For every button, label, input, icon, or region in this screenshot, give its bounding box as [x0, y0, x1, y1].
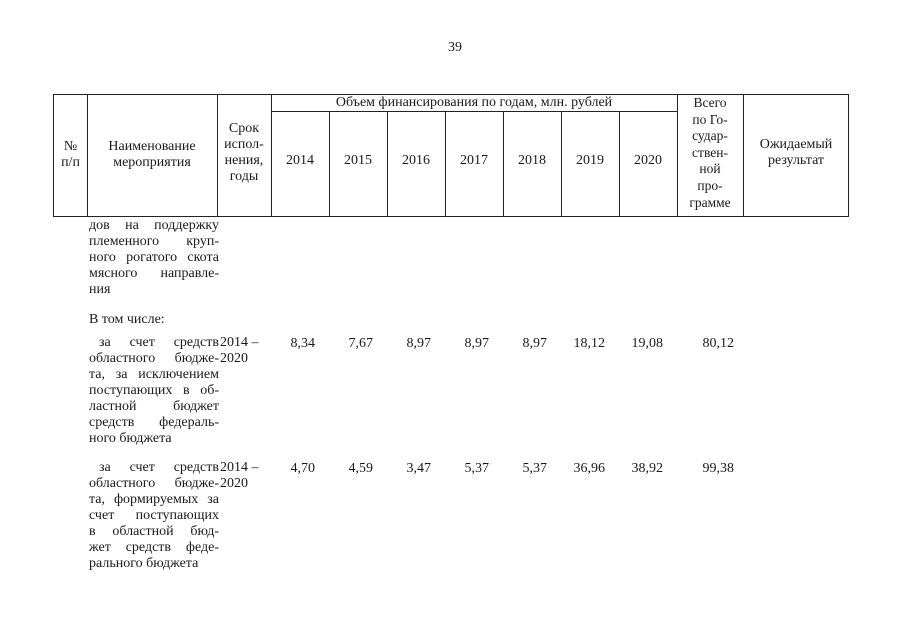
- page-number: 39: [448, 40, 462, 55]
- header-year: 2020: [634, 153, 662, 168]
- row-value: 5,37: [464, 461, 489, 476]
- row-value: 8,97: [522, 336, 547, 351]
- header-year: 2018: [518, 153, 546, 168]
- in-total-label: В том числе:: [89, 312, 165, 327]
- row-value: 38,92: [631, 461, 663, 476]
- header-year: 2019: [576, 153, 604, 168]
- header-result: Ожидаемый результат: [759, 137, 833, 168]
- row-value: 19,08: [631, 336, 663, 351]
- row-value: 3,47: [406, 461, 431, 476]
- header-year: 2014: [286, 153, 314, 168]
- header-total: Всего по Го- судар- ствен- ной про- грамме: [689, 95, 731, 210]
- header-financing: Объем финансирования по годам, млн. рублей: [335, 95, 613, 110]
- header-number: № п/п: [61, 139, 80, 170]
- header-name: Наименование мероприятия: [108, 139, 196, 170]
- header-year: 2017: [460, 153, 488, 168]
- row-value: 8,97: [406, 336, 431, 351]
- header-term: Срок испол- нения, годы: [224, 121, 264, 184]
- row-value: 4,59: [348, 461, 373, 476]
- row-value: 8,97: [464, 336, 489, 351]
- row-description: за счет средств областного бюдже- та, формируемых за счет поступающих в областной бюд- жет средств феде- рального бюджета: [89, 460, 219, 571]
- row-value: 36,96: [573, 461, 605, 476]
- row-value: 7,67: [348, 336, 373, 351]
- continued-description: дов на поддержку племенного круп- ного рогатого скота мясного направле- ния: [89, 218, 219, 297]
- row-description: за счет средств областного бюдже- та, за исключением поступающих в об- ластной бюджет средств федераль- ного бюджета: [89, 335, 219, 446]
- row-value: 5,37: [522, 461, 547, 476]
- row-total: 80,12: [702, 336, 734, 351]
- row-value: 8,34: [290, 336, 315, 351]
- header-year: 2016: [402, 153, 430, 168]
- row-term: 2014 – 2020: [220, 335, 259, 366]
- header-year: 2015: [344, 153, 372, 168]
- row-total: 99,38: [702, 461, 734, 476]
- table-header: [53, 94, 849, 217]
- row-term: 2014 – 2020: [220, 460, 259, 491]
- row-value: 18,12: [573, 336, 605, 351]
- row-value: 4,70: [290, 461, 315, 476]
